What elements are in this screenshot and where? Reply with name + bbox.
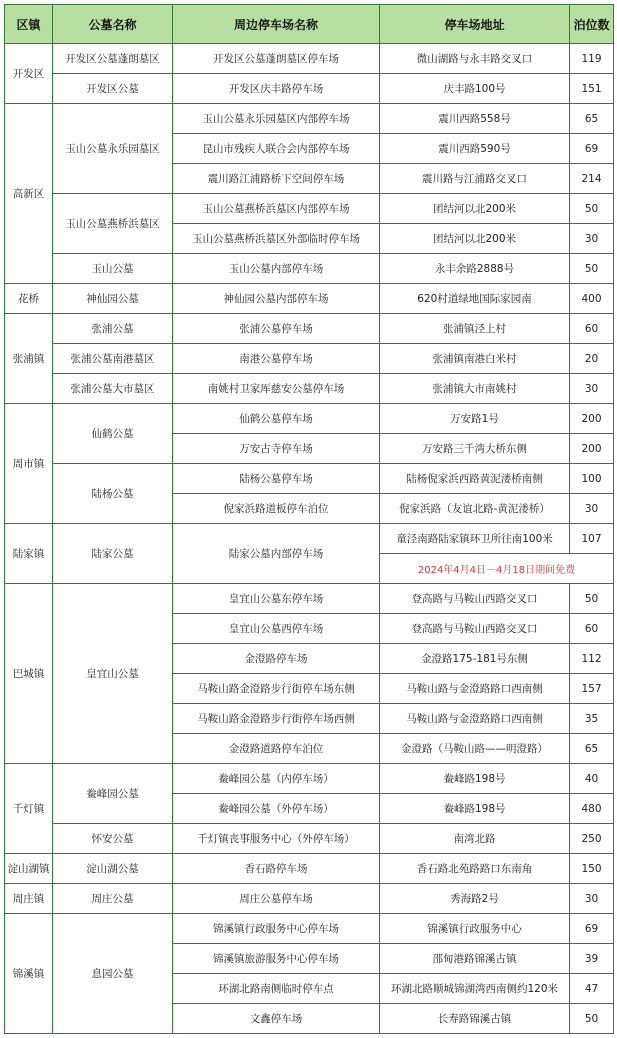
cemetery-cell: 玉山公墓 — [53, 254, 173, 284]
parking-name-cell: 开发区庆丰路停车场 — [173, 74, 380, 104]
address-cell: 震川西路590号 — [380, 134, 570, 164]
parking-name-cell: 马鞍山路金澄路步行街停车场西侧 — [173, 704, 380, 734]
table-row — [5, 584, 614, 614]
spaces-cell: 50 — [570, 584, 614, 614]
parking-table-container — [4, 4, 613, 1034]
spaces-cell: 69 — [570, 134, 614, 164]
spaces-cell: 65 — [570, 734, 614, 764]
spaces-cell: 20 — [570, 344, 614, 374]
header-spaces: 泊位数 — [570, 5, 614, 44]
district-cell: 花桥 — [5, 284, 53, 314]
spaces-cell: 69 — [570, 914, 614, 944]
address-cell: 620村道绿地国际家园南 — [380, 284, 570, 314]
parking-name-cell: 金澄路停车场 — [173, 644, 380, 674]
spaces-cell: 200 — [570, 404, 614, 434]
cemetery-cell: 仙鹤公墓 — [53, 404, 173, 464]
table-row — [5, 254, 614, 284]
parking-name-cell: 周庄公墓停车场 — [173, 884, 380, 914]
spaces-cell: 250 — [570, 824, 614, 854]
spaces-cell: 150 — [570, 854, 614, 884]
district-cell: 高新区 — [5, 104, 53, 284]
spaces-cell: 60 — [570, 614, 614, 644]
table-row — [5, 464, 614, 494]
address-cell: 锦溪镇行政服务中心 — [380, 914, 570, 944]
district-cell: 淀山湖镇 — [5, 854, 53, 884]
parking-name-cell: 金澄路道路停车泊位 — [173, 734, 380, 764]
address-cell: 南湾北路 — [380, 824, 570, 854]
district-cell: 陆家镇 — [5, 524, 53, 584]
parking-name-cell: 玉山公墓内部停车场 — [173, 254, 380, 284]
address-cell: 张浦镇南港白米村 — [380, 344, 570, 374]
parking-name-cell: 万安古寺停车场 — [173, 434, 380, 464]
spaces-cell: 30 — [570, 374, 614, 404]
parking-name-cell: 仙鹤公墓停车场 — [173, 404, 380, 434]
address-cell: 震川西路558号 — [380, 104, 570, 134]
parking-name-cell: 南港公墓停车场 — [173, 344, 380, 374]
parking-name-cell: 陆家公墓内部停车场 — [173, 524, 380, 584]
spaces-cell: 47 — [570, 974, 614, 1004]
table-row — [5, 404, 614, 434]
table-row — [5, 194, 614, 224]
parking-name-cell: 玉山公墓燕桥浜墓区内部停车场 — [173, 194, 380, 224]
address-cell: 秀海路2号 — [380, 884, 570, 914]
header-row — [5, 5, 614, 44]
district-cell: 周庄镇 — [5, 884, 53, 914]
address-cell: 环湖北路顺城锦湖湾西南侧约120米 — [380, 974, 570, 1004]
address-cell: 邵甸港路锦溪古镇 — [380, 944, 570, 974]
spaces-cell: 65 — [570, 104, 614, 134]
spaces-cell: 39 — [570, 944, 614, 974]
spaces-cell: 60 — [570, 314, 614, 344]
cemetery-cell: 鲞峰园公墓 — [53, 764, 173, 824]
table-row — [5, 344, 614, 374]
address-cell: 万安路1号 — [380, 404, 570, 434]
parking-name-cell: 昆山市残疾人联合会内部停车场 — [173, 134, 380, 164]
address-cell: 震川路与江浦路交叉口 — [380, 164, 570, 194]
address-cell: 鲞峰路198号 — [380, 764, 570, 794]
spaces-cell: 40 — [570, 764, 614, 794]
spaces-cell: 50 — [570, 1004, 614, 1034]
header-cemetery: 公墓名称 — [53, 5, 173, 44]
cemetery-cell: 玉山公墓永乐园墓区 — [53, 104, 173, 194]
parking-name-cell: 马鞍山路金澄路步行街停车场东侧 — [173, 674, 380, 704]
address-cell: 登高路与马鞍山西路交叉口 — [380, 584, 570, 614]
parking-name-cell: 震川路江浦路桥下空间停车场 — [173, 164, 380, 194]
spaces-cell: 480 — [570, 794, 614, 824]
spaces-cell: 30 — [570, 884, 614, 914]
free-period-note: 2024年4月4日－4月18日期间免费 — [380, 554, 614, 584]
cemetery-cell: 开发区公墓蓬朗墓区 — [53, 44, 173, 74]
cemetery-cell: 陆杨公墓 — [53, 464, 173, 524]
cemetery-cell: 玉山公墓燕桥浜墓区 — [53, 194, 173, 254]
table-row — [5, 914, 614, 944]
table-row — [5, 374, 614, 404]
parking-name-cell: 神仙园公墓内部停车场 — [173, 284, 380, 314]
header-parking-address: 停车场地址 — [380, 5, 570, 44]
table-row — [5, 824, 614, 854]
table-row — [5, 764, 614, 794]
parking-name-cell: 千灯镇丧事服务中心（外停车场） — [173, 824, 380, 854]
table-row — [5, 854, 614, 884]
address-cell: 庆丰路100号 — [380, 74, 570, 104]
spaces-cell: 30 — [570, 494, 614, 524]
spaces-cell: 50 — [570, 254, 614, 284]
district-cell: 巴城镇 — [5, 584, 53, 764]
address-cell: 马鞍山路与金澄路路口西南侧 — [380, 704, 570, 734]
parking-name-cell: 开发区公墓蓬朗墓区停车场 — [173, 44, 380, 74]
spaces-cell: 214 — [570, 164, 614, 194]
cemetery-cell: 皇宜山公墓 — [53, 584, 173, 764]
address-cell: 团结河以北200米 — [380, 224, 570, 254]
parking-name-cell: 锦溪镇旅游服务中心停车场 — [173, 944, 380, 974]
cemetery-cell: 张浦公墓大市墓区 — [53, 374, 173, 404]
parking-name-cell: 南姚村卫家厍慈安公墓停车场 — [173, 374, 380, 404]
parking-name-cell: 倪家浜路道板停车泊位 — [173, 494, 380, 524]
table-row — [5, 314, 614, 344]
address-cell: 张浦镇大市南姚村 — [380, 374, 570, 404]
address-cell: 金澄路175-181号东侧 — [380, 644, 570, 674]
spaces-cell: 107 — [570, 524, 614, 554]
address-cell: 张浦镇泾上村 — [380, 314, 570, 344]
parking-name-cell: 鲞峰园公墓（内停车场） — [173, 764, 380, 794]
cemetery-cell: 陆家公墓 — [53, 524, 173, 584]
table-row — [5, 74, 614, 104]
header-parking-name: 周边停车场名称 — [173, 5, 380, 44]
parking-name-cell: 锦溪镇行政服务中心停车场 — [173, 914, 380, 944]
spaces-cell: 400 — [570, 284, 614, 314]
cemetery-cell: 周庄公墓 — [53, 884, 173, 914]
district-cell: 周市镇 — [5, 404, 53, 524]
parking-name-cell: 香石路停车场 — [173, 854, 380, 884]
district-cell: 锦溪镇 — [5, 914, 53, 1034]
spaces-cell: 157 — [570, 674, 614, 704]
address-cell: 永丰余路2888号 — [380, 254, 570, 284]
address-cell: 万安路三千湾大桥东侧 — [380, 434, 570, 464]
address-cell: 金澄路（马鞍山路——明澄路） — [380, 734, 570, 764]
parking-name-cell: 玉山公墓永乐园墓区内部停车场 — [173, 104, 380, 134]
table-row — [5, 884, 614, 914]
district-cell: 开发区 — [5, 44, 53, 104]
spaces-cell: 200 — [570, 434, 614, 464]
parking-name-cell: 皇宜山公墓东停车场 — [173, 584, 380, 614]
address-cell: 倪家浜路（友谊北路-黄泥溇桥） — [380, 494, 570, 524]
table-row — [5, 284, 614, 314]
address-cell: 陆杨倪家浜西路黄泥溇桥南侧 — [380, 464, 570, 494]
cemetery-cell: 怀安公墓 — [53, 824, 173, 854]
parking-name-cell: 玉山公墓燕桥浜墓区外部临时停车场 — [173, 224, 380, 254]
address-cell: 鲞峰路198号 — [380, 794, 570, 824]
parking-name-cell: 皇宜山公墓西停车场 — [173, 614, 380, 644]
spaces-cell: 151 — [570, 74, 614, 104]
parking-name-cell: 张浦公墓停车场 — [173, 314, 380, 344]
spaces-cell: 50 — [570, 194, 614, 224]
table-row — [5, 44, 614, 74]
cemetery-cell: 开发区公墓 — [53, 74, 173, 104]
cemetery-cell: 张浦公墓南港墓区 — [53, 344, 173, 374]
cemetery-cell: 张浦公墓 — [53, 314, 173, 344]
table-row — [5, 524, 614, 554]
address-cell: 登高路与马鞍山西路交叉口 — [380, 614, 570, 644]
address-cell: 长寿路锦溪古镇 — [380, 1004, 570, 1034]
address-cell: 团结河以北200米 — [380, 194, 570, 224]
parking-name-cell: 陆杨公墓停车场 — [173, 464, 380, 494]
spaces-cell: 35 — [570, 704, 614, 734]
spaces-cell: 30 — [570, 224, 614, 254]
spaces-cell: 100 — [570, 464, 614, 494]
cemetery-cell: 息园公墓 — [53, 914, 173, 1034]
address-cell: 香石路北苑路路口东南角 — [380, 854, 570, 884]
header-district: 区镇 — [5, 5, 53, 44]
district-cell: 张浦镇 — [5, 314, 53, 404]
cemetery-cell: 神仙园公墓 — [53, 284, 173, 314]
district-cell: 千灯镇 — [5, 764, 53, 854]
parking-name-cell: 文鑫停车场 — [173, 1004, 380, 1034]
spaces-cell: 119 — [570, 44, 614, 74]
address-cell: 马鞍山路与金澄路路口西南侧 — [380, 674, 570, 704]
parking-table — [4, 4, 614, 1034]
parking-name-cell: 环湖北路南侧临时停车点 — [173, 974, 380, 1004]
spaces-cell: 112 — [570, 644, 614, 674]
address-cell: 微山湖路与永丰路交叉口 — [380, 44, 570, 74]
cemetery-cell: 淀山湖公墓 — [53, 854, 173, 884]
table-row — [5, 104, 614, 134]
parking-name-cell: 鲞峰园公墓（外停车场） — [173, 794, 380, 824]
address-cell: 童泾南路陆家镇环卫所往南100米 — [380, 524, 570, 554]
